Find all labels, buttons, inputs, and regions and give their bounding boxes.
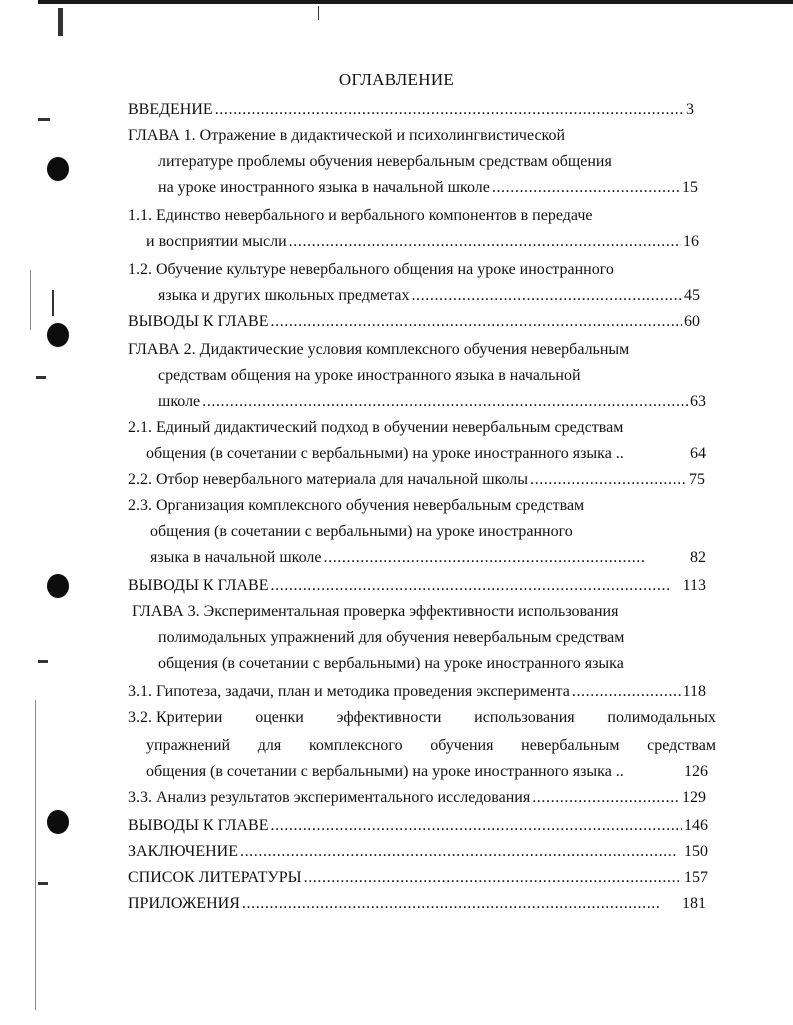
toc-entry-text: на уроке иностранного языка в начальной школе (158, 179, 490, 196)
toc-entry-page: 181 (682, 895, 706, 912)
toc-section-1-2-line-2 (158, 286, 700, 306)
toc-word: средствам (647, 737, 716, 754)
toc-entry-text: школе (158, 393, 201, 410)
toc-entry-text: общения (в сочетании с вербальными) на уроке иностранного языка .. (146, 445, 624, 462)
toc-section-2-3-line-3 (150, 548, 706, 568)
toc-entry-page: 126 (684, 763, 708, 780)
toc-chapter-3-line-1: ГЛАВА 3. Экспериментальная проверка эффективности использования (132, 603, 619, 620)
toc-entry-page: 16 (683, 233, 699, 250)
toc-chapter-2-line-1: ГЛАВА 2. Дидактические условия комплексного обучения невербальным (128, 341, 630, 358)
toc-entry-page: 60 (684, 313, 700, 330)
scan-mark (38, 882, 48, 885)
toc-word: эффективности (336, 709, 442, 726)
toc-entry-page: 82 (690, 549, 706, 566)
toc-entry-page: 45 (684, 287, 700, 304)
toc-entry-page: 15 (682, 179, 698, 196)
toc-leader-dots (242, 894, 660, 914)
toc-entry-text: языка в начальной школе (150, 549, 322, 566)
toc-entry-text: 3.1. Гипотеза, задачи, план и методика проведения эксперимента (128, 683, 570, 700)
toc-entry-appendices (128, 894, 706, 914)
toc-entry-intro (128, 100, 694, 120)
toc-leader-dots (215, 100, 684, 120)
toc-leader-dots (271, 312, 683, 332)
scan-mark (36, 376, 46, 379)
toc-entry-page: 113 (682, 577, 706, 594)
toc-chapter-1-line-1: ГЛАВА 1. Отражение в дидактической и психолингвистической (128, 127, 566, 144)
toc-entry-page: 118 (682, 683, 706, 700)
toc-entry-conclusion (128, 842, 708, 862)
toc-entry-page: 64 (690, 445, 706, 462)
scan-mark (58, 8, 63, 36)
toc-entry-conclusions-1 (128, 312, 700, 332)
toc-word: оценки (255, 709, 304, 726)
toc-section-2-3-line-1: 2.3. Организация комплексного обучения невербальным средствам (128, 497, 585, 514)
toc-section-1-1-line-2 (146, 232, 699, 252)
toc-section-3-2-line-3 (146, 762, 708, 782)
toc-section-2-1-line-1: 2.1. Единый дидактический подход в обучении невербальным средствам (128, 419, 624, 436)
toc-chapter-1-line-2: литературе проблемы обучения невербальным средствам общения (158, 153, 612, 170)
toc-section-2-3-line-2: общения (в сочетании с вербальными) на уроке иностранного (150, 523, 573, 540)
toc-entry-text: языка и других школьных предметах (158, 287, 410, 304)
toc-leader-dots (572, 682, 681, 702)
toc-word: полимодальных (607, 709, 716, 726)
toc-entry-page: 3 (686, 101, 694, 118)
scan-top-edge (38, 0, 793, 4)
punch-hole (47, 323, 69, 347)
scan-mark (318, 6, 319, 20)
toc-leader-dots (240, 842, 678, 862)
toc-word: 3.2. Критерии (128, 709, 223, 726)
toc-entry-page: 150 (684, 843, 708, 860)
toc-leader-dots (324, 548, 644, 568)
toc-section-1-1-line-1: 1.1. Единство невербального и вербального компонентов в передаче (128, 207, 593, 224)
toc-entry-text: 2.2. Отбор невербального материала для начальной школы (128, 471, 528, 488)
scan-mark (38, 118, 50, 121)
toc-section-1-2-line-1: 1.2. Обучение культуре невербального общения на уроке иностранного (128, 261, 614, 278)
toc-section-3-2-line-1 (128, 708, 716, 728)
toc-section-2-2 (128, 470, 705, 490)
toc-entry-page: 146 (684, 817, 708, 834)
toc-leader-dots (202, 392, 688, 412)
toc-entry-text: ВЫВОДЫ К ГЛАВЕ (128, 577, 269, 594)
toc-section-3-2-line-2 (146, 736, 716, 756)
toc-word: комплексного (308, 737, 403, 754)
toc-chapter-3-line-3: общения (в сочетании с вербальными) на уроке иностранного языка (158, 655, 624, 672)
toc-chapter-2-line-2: средствам общения на уроке иностранного языка в начальной (158, 367, 581, 384)
toc-section-3-3 (128, 788, 706, 808)
toc-leader-dots (271, 816, 683, 836)
toc-leader-dots (304, 868, 682, 888)
scan-edge-line (35, 700, 36, 1010)
toc-word: для (257, 737, 282, 754)
scan-mark (52, 290, 54, 316)
toc-leader-dots (411, 286, 682, 306)
toc-entry-text: и восприятии мысли (146, 233, 287, 250)
toc-leader-dots (492, 178, 680, 198)
toc-word: использования (474, 709, 575, 726)
toc-entry-text: ВЫВОДЫ К ГЛАВЕ (128, 817, 269, 834)
toc-leader-dots (289, 232, 681, 252)
toc-leader-dots (530, 470, 687, 490)
toc-entry-text: ПРИЛОЖЕНИЯ (128, 895, 240, 912)
toc-entry-text: ВЫВОДЫ К ГЛАВЕ (128, 313, 269, 330)
toc-entry-text: общения (в сочетании с вербальными) на уроке иностранного языка .. (146, 763, 624, 780)
toc-word: упражнений (146, 737, 231, 754)
toc-word: невербальным (521, 737, 620, 754)
toc-section-3-1 (128, 682, 706, 702)
toc-entry-text: ВВЕДЕНИЕ (128, 101, 213, 118)
toc-entry-text: СПИСОК ЛИТЕРАТУРЫ (128, 869, 302, 886)
punch-hole (47, 810, 69, 834)
toc-chapter-3-line-2: полимодальных упражнений для обучения невербальным средствам (158, 629, 625, 646)
toc-leader-dots (271, 576, 669, 596)
toc-entry-conclusions-2 (128, 576, 706, 596)
toc-entry-conclusions-3 (128, 816, 708, 836)
scan-mark (38, 660, 48, 663)
toc-entry-page: 63 (690, 393, 706, 410)
page-title: ОГЛАВЛЕНИЕ (338, 70, 455, 89)
toc-word: обучения (430, 737, 494, 754)
toc-chapter-2-line-3 (158, 392, 706, 412)
toc-entry-references (128, 868, 708, 888)
toc-section-2-1-line-2 (146, 444, 706, 464)
toc-entry-text: ЗАКЛЮЧЕНИЕ (128, 843, 238, 860)
punch-hole (47, 574, 69, 598)
toc-leader-dots (532, 788, 680, 808)
toc-entry-page: 129 (682, 789, 706, 806)
toc-entry-page: 157 (684, 869, 708, 886)
punch-hole (47, 157, 69, 181)
scan-edge-line (30, 270, 31, 330)
toc-entry-page: 75 (689, 471, 705, 488)
toc-entry-text: 3.3. Анализ результатов экспериментального исследования (128, 789, 531, 806)
toc-chapter-1-line-3 (158, 178, 698, 198)
